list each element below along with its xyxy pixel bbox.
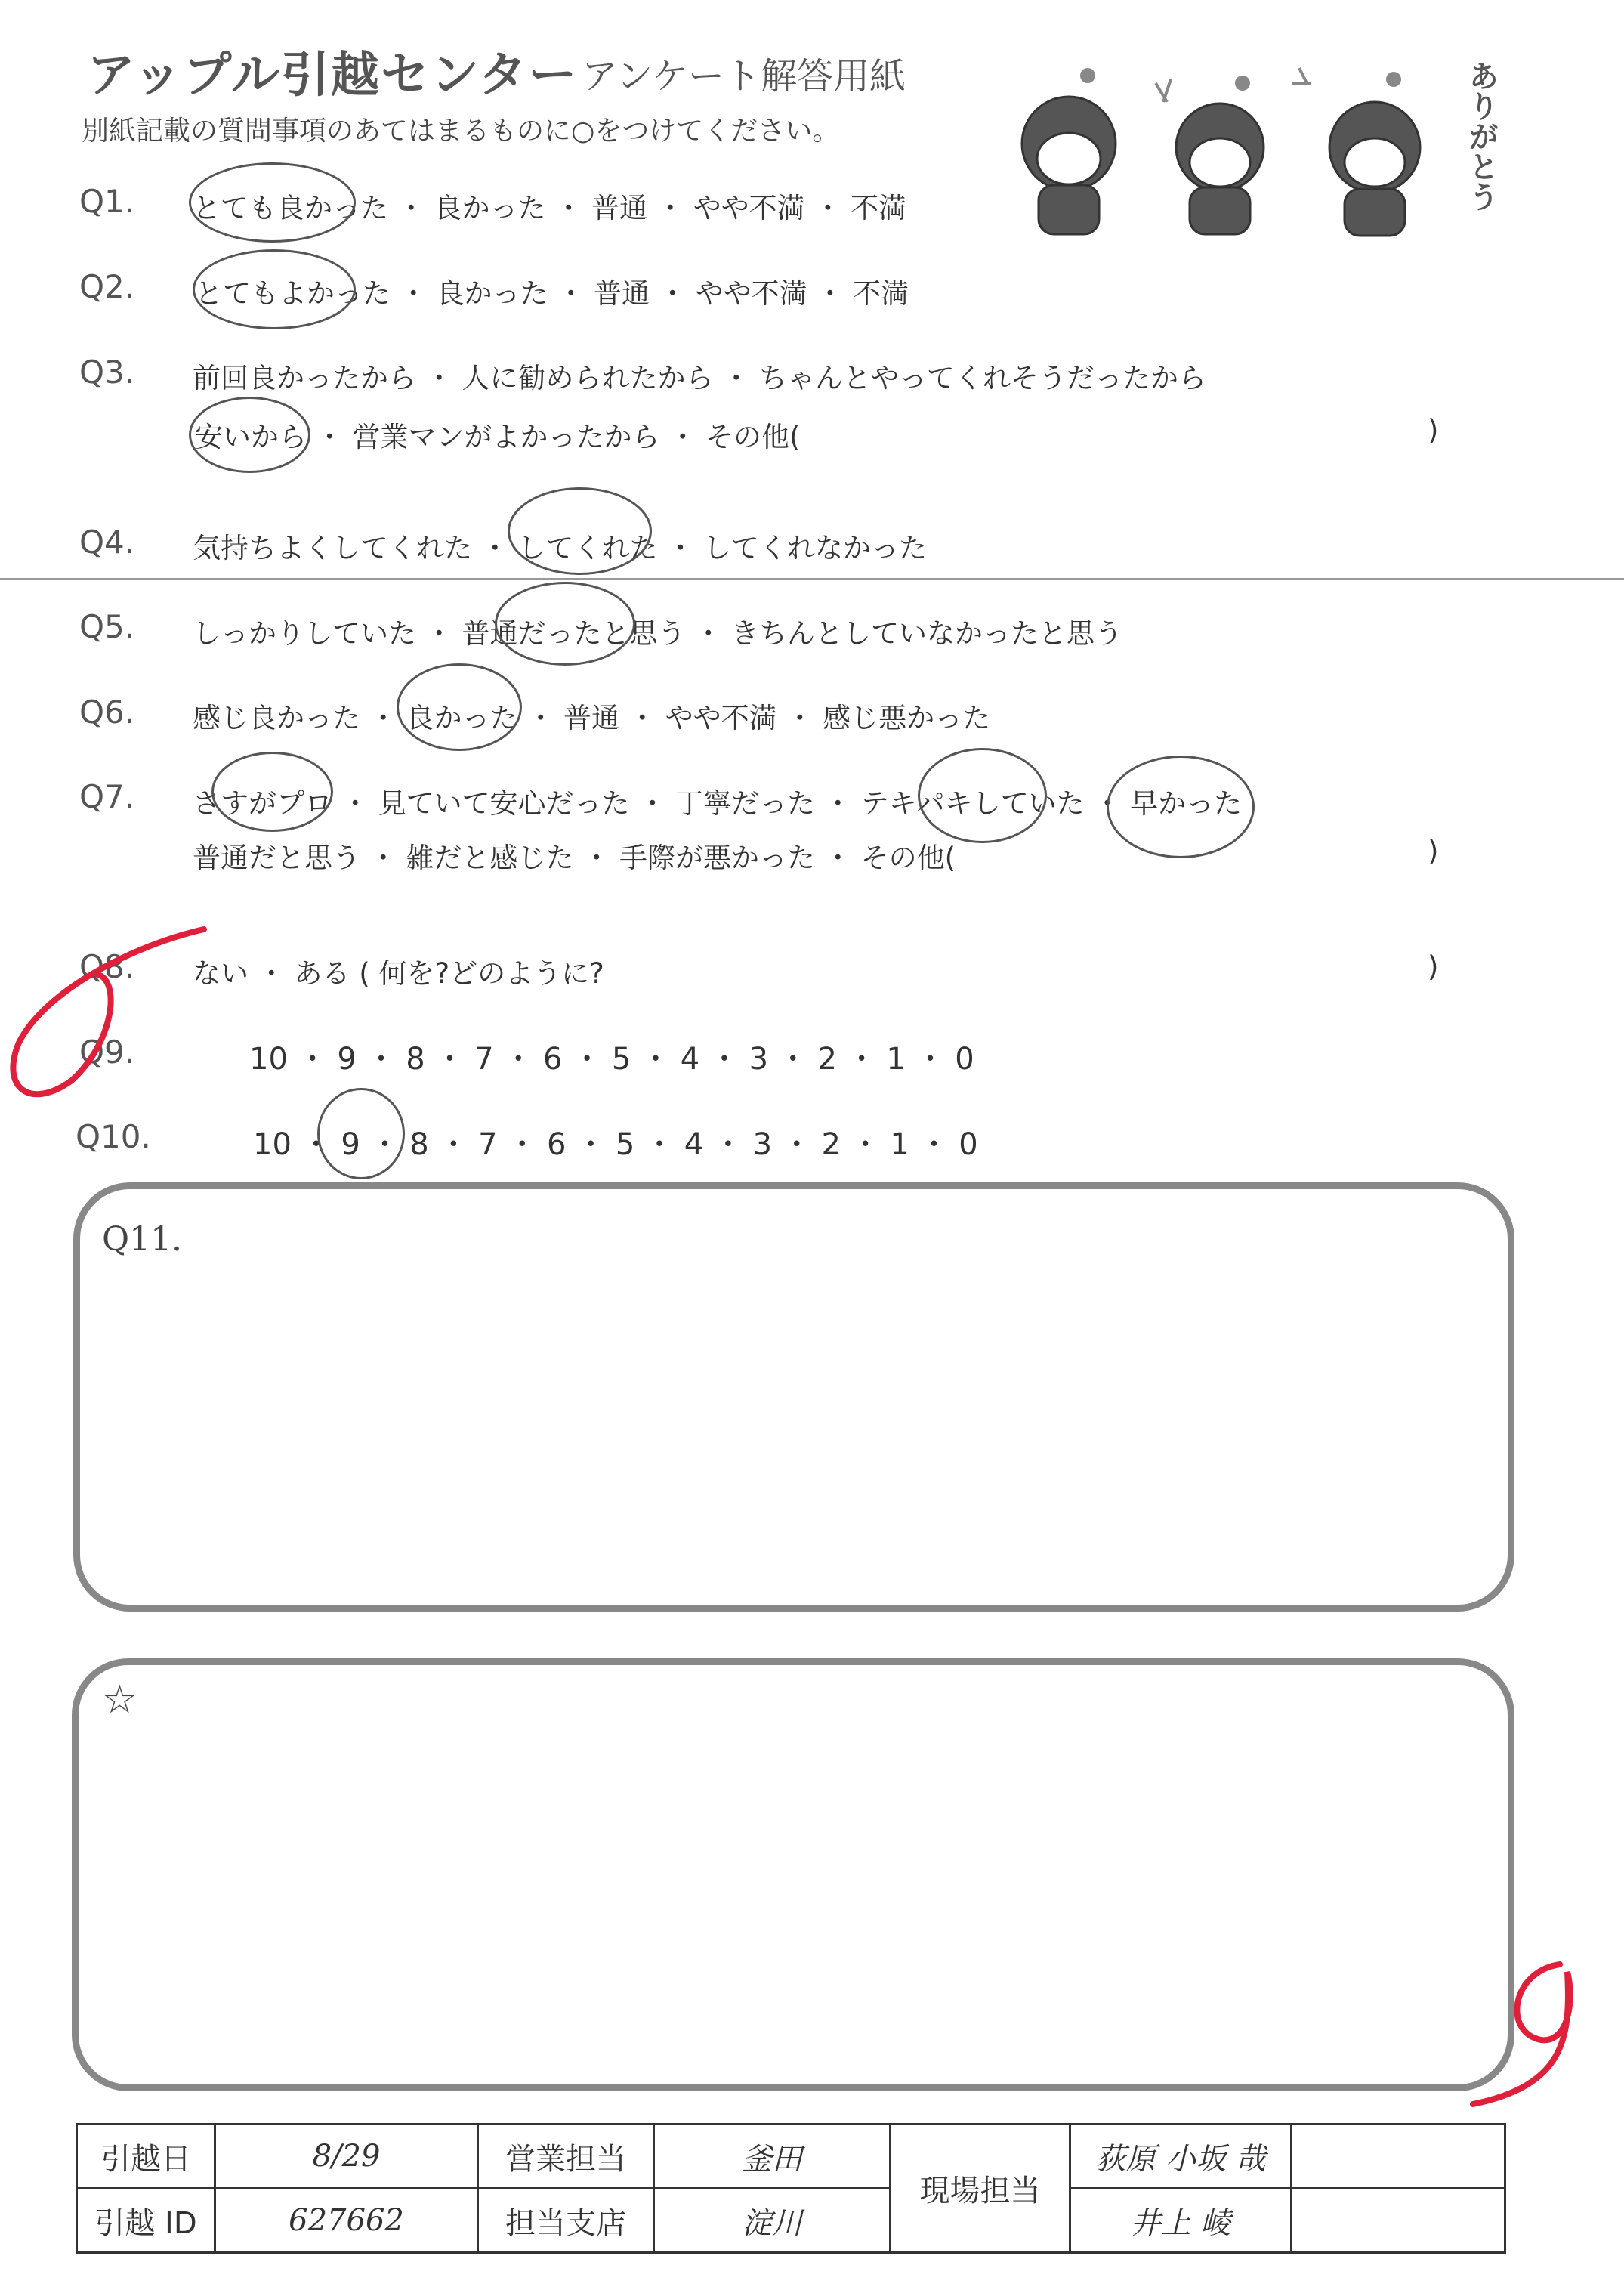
q3-options-line2: 安いから ・ 営業マンがよかったから ・ その他(: [195, 421, 801, 453]
q8-label: Q8.: [79, 948, 135, 985]
move-id-label: 引越 ID: [77, 2189, 215, 2253]
red-zero-mark-q8: [13, 929, 204, 1094]
q8-close-paren: ): [1428, 950, 1439, 983]
q11-comment-box[interactable]: [73, 1182, 1514, 1612]
star-box-label: ☆: [102, 1677, 137, 1723]
q4-label: Q4.: [79, 524, 135, 561]
q3-options-line1: 前回良かったから ・ 人に勧められたから ・ ちゃんとやってくれそうだったから: [193, 362, 1207, 394]
footer-info-table: [76, 2123, 1506, 2254]
sales-rep-value: 釜田: [654, 2125, 891, 2189]
q1-label: Q1.: [79, 183, 135, 220]
site-staff-value-1: 荻原 小坂 哉: [1070, 2125, 1292, 2189]
q5-options: しっかりしていた ・ 普通だったと思う ・ きちんとしていなかったと思う: [193, 617, 1123, 650]
site-staff-label: 現場担当: [891, 2125, 1070, 2253]
q10-label: Q10.: [76, 1118, 151, 1155]
q7-options-line2: 普通だと思う ・ 雑だと感じた ・ 手際が悪かった ・ その他(: [193, 842, 956, 874]
company-name: アップル引越センター: [87, 48, 579, 104]
move-date-label: 引越日: [77, 2125, 215, 2189]
branch-value: 淀川: [654, 2189, 891, 2253]
q5-label: Q5.: [79, 608, 135, 645]
form-title: アンケート解答用紙: [582, 55, 906, 97]
mascot-caption: ありがとう: [1464, 60, 1499, 212]
q10-scale: 10 ・ 9 ・ 8 ・ 7 ・ 6 ・ 5 ・ 4 ・ 3 ・ 2 ・ 1 ・ 0: [253, 1127, 978, 1162]
q9-label: Q9.: [79, 1034, 135, 1071]
q7-label: Q7.: [79, 778, 135, 815]
q1-options: とても良かった ・ 良かった ・ 普通 ・ やや不満 ・ 不満: [193, 192, 907, 224]
q8-options: ない ・ ある ( 何を?どのように?: [193, 957, 604, 990]
site-staff-extra-1: [1292, 2125, 1505, 2189]
move-id-value: 627662: [215, 2189, 478, 2253]
q11-box-label: Q11.: [102, 1220, 183, 1259]
site-staff-value-2: 井上 崚: [1070, 2189, 1292, 2253]
q7-options-line1: さすがプロ ・ 見ていて安心だった ・ 丁寧だった ・ テキパキしていた ・ 早かった: [193, 787, 1243, 820]
q3-close-paren: ): [1428, 414, 1439, 447]
q2-label: Q2.: [79, 268, 135, 305]
q3-label: Q3.: [79, 354, 135, 391]
sales-rep-label: 営業担当: [478, 2125, 654, 2189]
q4-options: 気持ちよくしてくれた ・ してくれた ・ してくれなかった: [193, 532, 928, 564]
instruction-text: 別紙記載の質問事項のあてはまるものに○をつけてください。: [82, 116, 840, 147]
q6-label: Q6.: [79, 694, 135, 731]
star-comment-box[interactable]: [72, 1658, 1514, 2091]
site-staff-extra-2: [1292, 2189, 1505, 2253]
q9-scale: 10 ・ 9 ・ 8 ・ 7 ・ 6 ・ 5 ・ 4 ・ 3 ・ 2 ・ 1 ・ 0: [249, 1042, 974, 1077]
q7-close-paren: ): [1428, 835, 1439, 867]
q2-options: とてもよかった ・ 良かった ・ 普通 ・ やや不満 ・ 不満: [195, 277, 909, 310]
branch-label: 担当支店: [478, 2189, 654, 2253]
q6-options: 感じ良かった ・ 良かった ・ 普通 ・ やや不満 ・ 感じ悪かった: [193, 702, 991, 734]
move-date-value: 8/29: [215, 2125, 478, 2189]
